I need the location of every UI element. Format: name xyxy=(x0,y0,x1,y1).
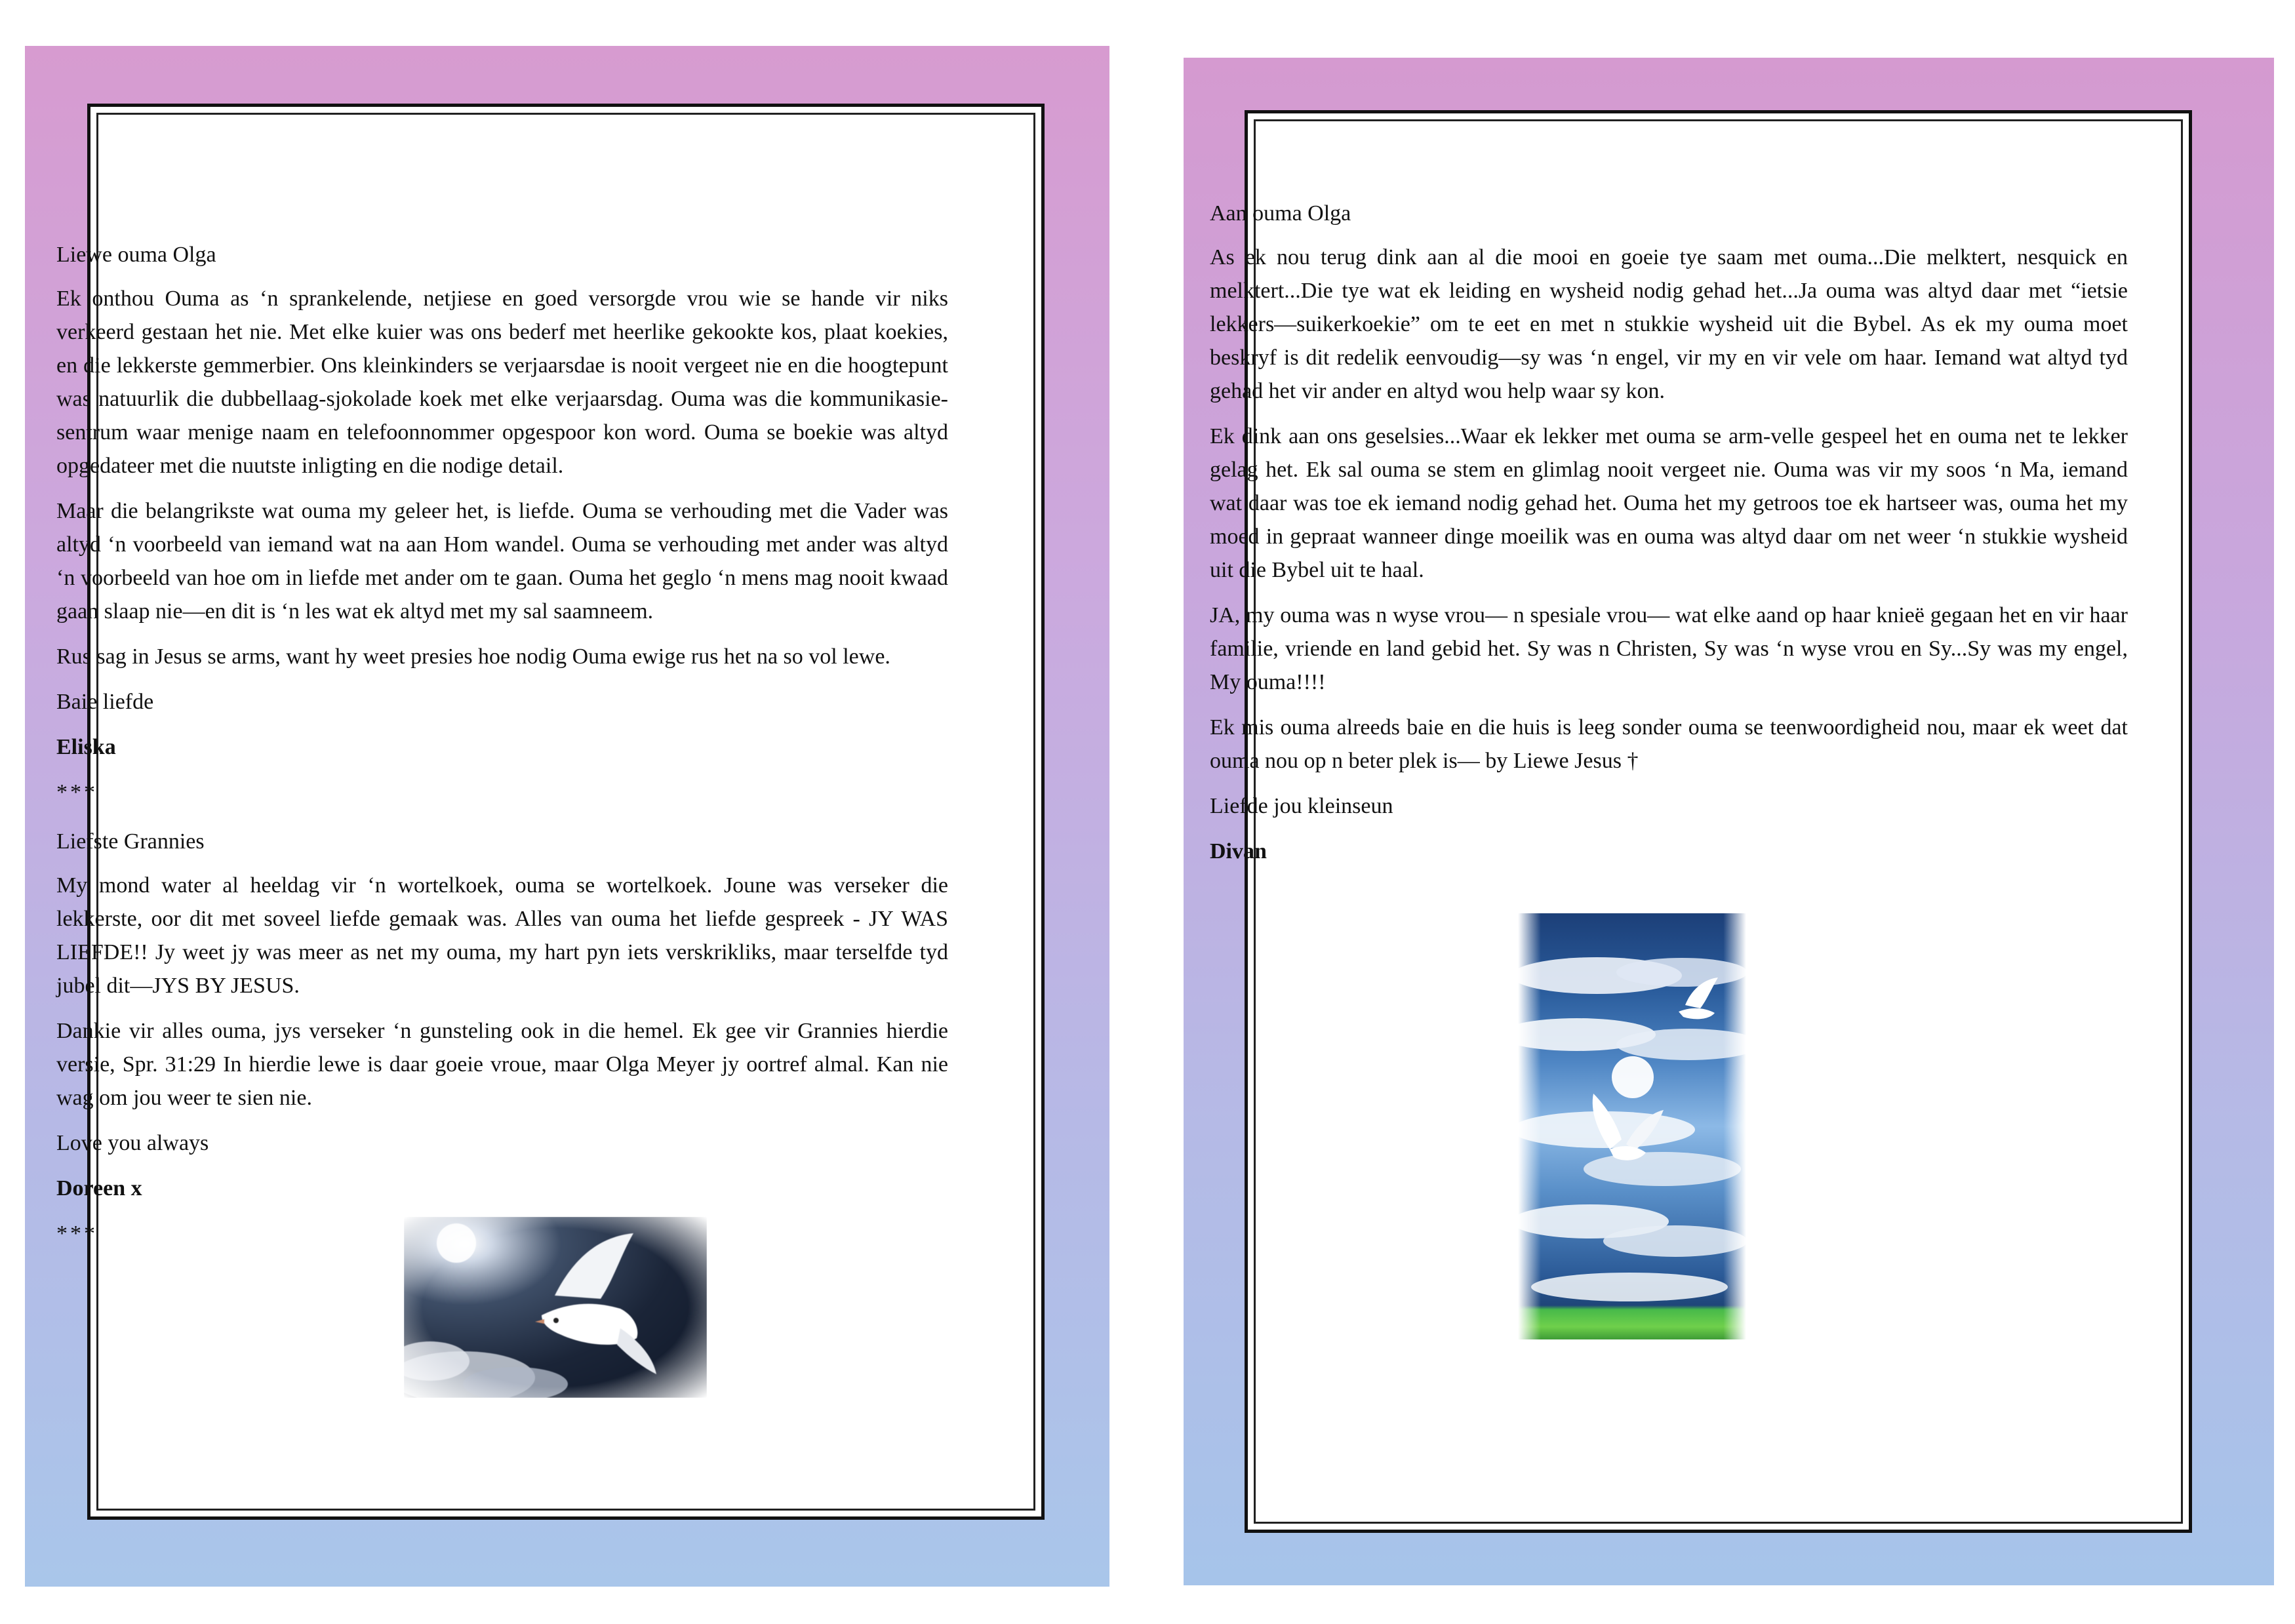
letter-eliska xyxy=(56,238,948,809)
letter-paragraph: Dankie vir alles ouma, jys verseker ‘n gunsteling ook in die hemel. Ek gee vir Grannies hierdie versie, Spr. 31:29 In hierdie lewe is daar goeie vroue, maar Olga Meyer jy oortref almal. Kan nie wag om jou weer te sien nie. xyxy=(56,1019,948,1110)
left-page-text xyxy=(56,238,948,1266)
letter-signature-name: Doreen x xyxy=(56,1176,142,1200)
right-page-text xyxy=(1210,197,2128,880)
letter-signoff: Love you always xyxy=(56,1131,209,1155)
letter-paragraph: My mond water al heeldag vir ‘n wortelkoek, ouma se wortelkoek. Joune was verseker die lekkerste, oor dit met soveel liefde gemaak was. Alles van ouma het liefde gespreek - JY WAS LIEFDE!! Jy weet jy was meer as net my ouma, my hart pyn iets verskrikliks, maar terselfde tyd jubel dit—JYS BY JESUS. xyxy=(56,873,948,998)
letter-paragraph: Rus sag in Jesus se arms, want hy weet presies hoe nodig Ouma ewige rus het na so vol lewe. xyxy=(56,644,890,669)
letter-greeting: Aan ouma Olga xyxy=(1210,201,1351,226)
letter-paragraph: Ek dink aan ons geselsies...Waar ek lekker met ouma se arm-velle gespeel het en ouma net te lekker gelag het. Ek sal ouma se stem en glimlag nooit vergeet nie. Ouma was vir my soos ‘n Ma, iemand wat daar was toe ek iemand nodig gehad het. Ouma het my getroos toe ek hartseer was, ouma het my moed in gepraat wanneer dinge moeilik was en ouma was altyd daar om net weer ‘n stukkie wysheid uit die Bybel uit te haal. xyxy=(1210,424,2128,582)
letter-greeting: Liefste Grannies xyxy=(56,829,205,854)
doves-heaven-image xyxy=(1518,913,1746,1339)
dove-icon xyxy=(404,1217,707,1398)
letter-paragraph: As ek nou terug dink aan al die mooi en goeie tye saam met ouma...Die melktert, nesquick en melktert...Die tye wat ek leiding en wysheid nodig gehad het...Ja ouma was altyd daar met “ietsie lekkers—suikerkoekie” om te eet en met n stukkie wysheid uit die Bybel. As ek my ouma moet beskryf is dit redelik eenvoudig—sy was ‘n engel, vir my en vir vele om haar. Iemand wat altyd tyd gehad het vir ander en altyd wou help waar sy kon. xyxy=(1210,245,2128,403)
letter-doreen xyxy=(56,825,948,1250)
letter-signature-name: Eliska xyxy=(56,735,116,759)
letter-paragraph: JA, my ouma was n wyse vrou— n spesiale vrou— wat elke aand op haar knieë gegaan het en vir haar familie, vriende en land gebid het. Sy was n Christen, Sy was ‘n wyse vrou en Sy...Sy was my engel, My ouma!!!! xyxy=(1210,603,2128,694)
letter-greeting: Liewe ouma Olga xyxy=(56,243,216,267)
section-separator: *** xyxy=(56,1221,98,1246)
doves-clouds-icon xyxy=(1518,913,1746,1339)
letter-divan xyxy=(1210,197,2128,868)
left-page xyxy=(25,46,1109,1587)
letter-paragraph: Ek onthou Ouma as ‘n sprankelende, netjiese en goed versorgde vrou wie se hande vir niks verkeerd gestaan het nie. Met elke kuier was ons bederf met heerlike gekookte kos, plaat koekies, en die lekkerste gemmerbier. Ons kleinkinders se verjaarsdae is nooit vergeet nie en die hoogtepunt was natuurlik die dubbellaag-sjokolade koek met elke verjaarsdag. Ouma was die kommunikasie-sentrum waar menige naam en telefoonnommer opgespoor kon word. Ouma se boekie was altyd opgedateer met die nuutste inligting en die nodige detail. xyxy=(56,287,948,478)
letter-paragraph: Ek mis ouma alreeds baie en die huis is leeg sonder ouma se teenwoordigheid nou, maar ek weet dat ouma nou op n beter plek is— by Liewe Jesus † xyxy=(1210,715,2128,773)
letter-paragraph: Maar die belangrikste wat ouma my geleer het, is liefde. Ouma se verhouding met die Vader was altyd ‘n voorbeeld van iemand wat na aan Hom wandel. Ouma se verhouding met ander was altyd ‘n voorbeeld van hoe om in liefde met ander om te gaan. Ouma het geglo ‘n mens mag nooit kwaad gaan slaap nie—en dit is ‘n les wat ek altyd met my sal saamneem. xyxy=(56,499,948,624)
letter-signoff: Liefde jou kleinseun xyxy=(1210,794,1393,818)
letter-signature-name: Divan xyxy=(1210,839,1267,863)
dove-in-sky-image xyxy=(404,1217,707,1398)
right-page xyxy=(1184,58,2274,1585)
letter-signoff: Baie liefde xyxy=(56,690,154,714)
section-separator: *** xyxy=(56,780,98,804)
